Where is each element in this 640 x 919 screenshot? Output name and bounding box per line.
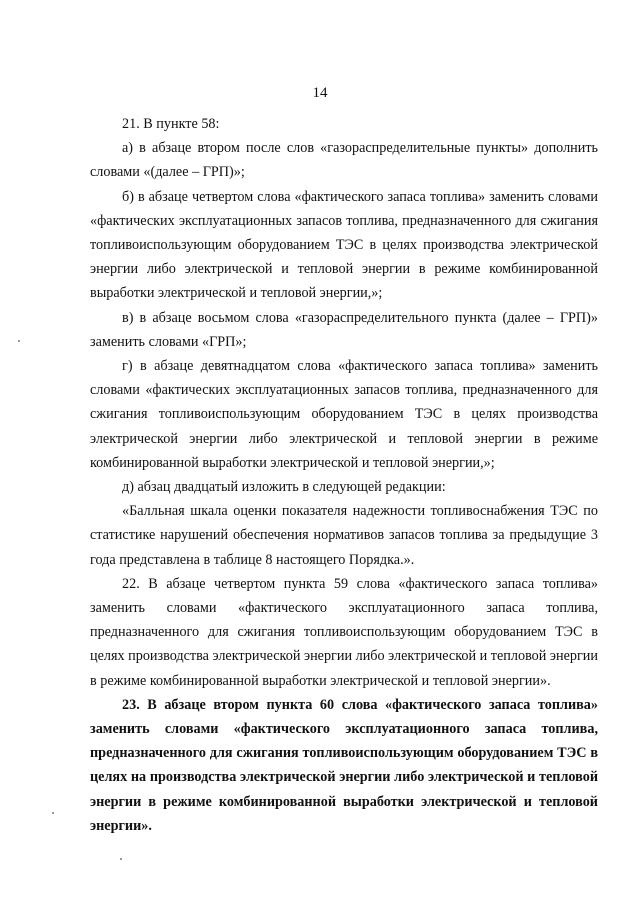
paragraph-21d: д) абзац двадцатый изложить в следующей редакции: xyxy=(122,479,446,496)
paragraph-21g: г) в абзаце девятнадцатом слова «фактического запаса топлива» заменить словами «фактических эксплуатационных запасов топлива, предназначенного для сжигания топливоиспользующим оборудованием ТЭС в целях производства электрической энергии либо электрической и тепловой энергии в режиме комбинированной выработки электрической и тепловой энергии,»; xyxy=(90,358,598,471)
paragraph-21b: б) в абзаце четвертом слова «фактического запаса топлива» заменить словами «фактических эксплуатационных запасов топлива, предназначенного для сжигания топливоиспользующим оборудованием ТЭС в целях производства электрической энергии либо электрической и тепловой энергии в режиме комбинированной выработки электрической и тепловой энергии,»; xyxy=(90,188,598,302)
paragraph-21-heading: 21. В пункте 58: xyxy=(122,116,220,132)
scan-speck xyxy=(52,812,54,814)
paragraph-21a: а) в абзаце втором после слов «газораспределительные пункты» дополнить словами «(далее – ГРП)»; xyxy=(90,140,598,181)
scan-speck xyxy=(120,858,122,860)
scan-speck xyxy=(18,340,20,342)
paragraph-21v: в) в абзаце восьмом слова «газораспределительного пункта (далее – ГРП)» заменить словами «ГРП»; xyxy=(90,309,598,350)
document-body xyxy=(90,112,598,838)
paragraph-21d-quote: «Балльная шкала оценки показателя надежности топливоснабжения ТЭС по статистике нарушений обеспечения нормативов запасов топлива за предыдущие 3 года представлена в таблице 8 настоящего Порядка.». xyxy=(90,503,598,568)
paragraph-23: 23. В абзаце втором пункта 60 слова «фактического запаса топлива» заменить словами «фактического эксплуатационного запаса топлива, предназначенного для сжигания топливоиспользующим оборудованием ТЭС в целях на производства электрической энергии либо электрической и тепловой энергии в режиме комбинированной выработки электрической и тепловой энергии». xyxy=(90,696,598,834)
paragraph-22: 22. В абзаце четвертом пункта 59 слова «фактического запаса топлива» заменить словами «фактического эксплуатационного запаса топлива, предназначенного для сжигания топливоиспользующим оборудованием ТЭС в целях производства электрической энергии либо электрической и тепловой энергии в режиме комбинированной выработки электрической и тепловой энергии». xyxy=(90,575,598,689)
page-number: 14 xyxy=(312,85,328,101)
